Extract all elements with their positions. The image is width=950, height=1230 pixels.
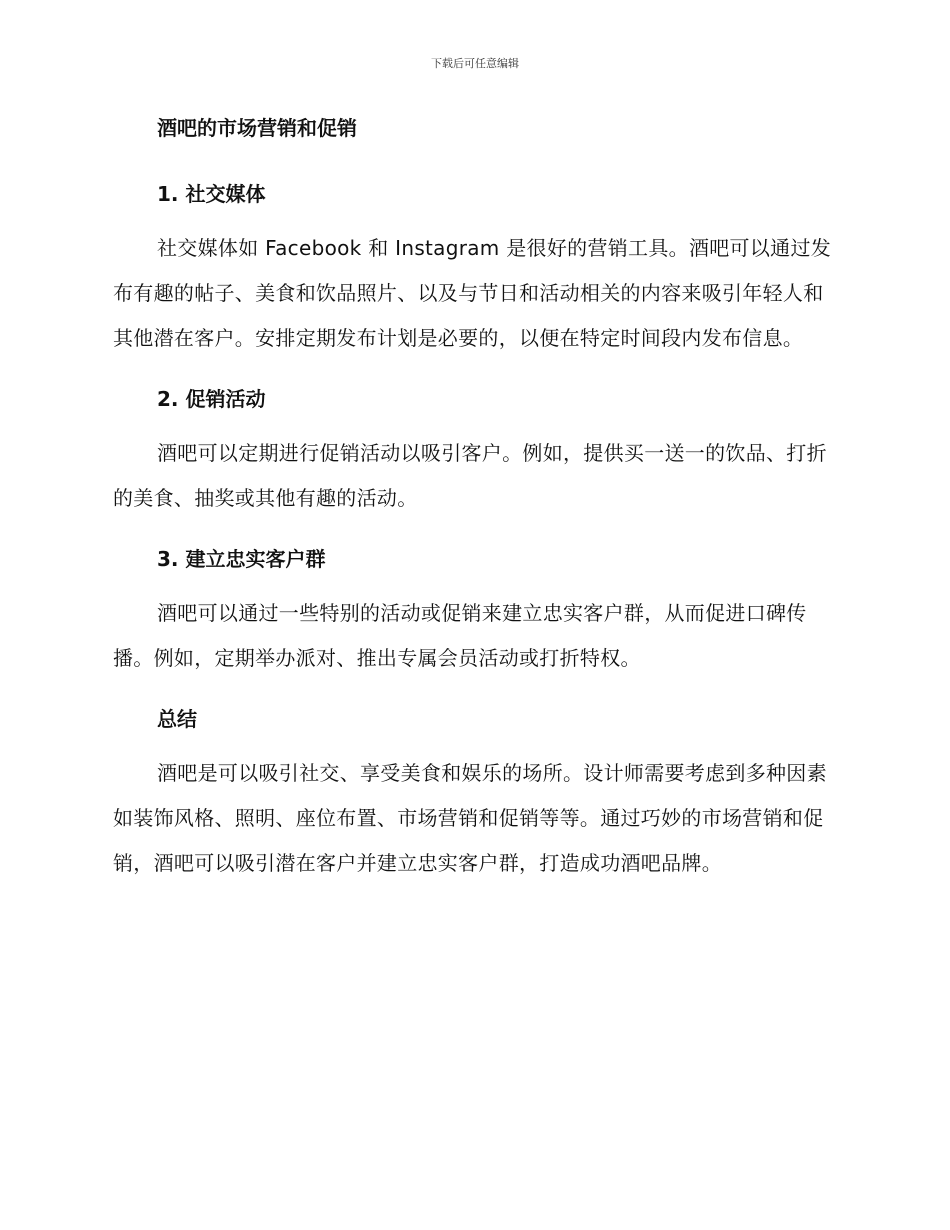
- section-paragraph-social-media: 社交媒体如 Facebook 和 Instagram 是很好的营销工具。酒吧可以通过发布有趣的帖子、美食和饮品照片、以及与节日和活动相关的内容来吸引年轻人和其他潜在客户。安排定期发布计划是必要的，以便在特定时间段内发布信息。: [113, 236, 832, 350]
- page-header-note: 下载后可任意编辑: [431, 57, 519, 70]
- summary-paragraph: 酒吧是可以吸引社交、享受美食和娱乐的场所。设计师需要考虑到多种因素如装饰风格、照明、座位布置、市场营销和促销等等。通过巧妙的市场营销和促销，酒吧可以吸引潜在客户并建立忠实客户群，打造成功酒吧品牌。: [113, 761, 827, 875]
- document-body: [113, 112, 833, 886]
- section-heading-loyal-customers: 3. 建立忠实客户群: [157, 547, 326, 571]
- section-paragraph-promotions: 酒吧可以定期进行促销活动以吸引客户。例如，提供买一送一的饮品、打折的美食、抽奖或其他有趣的活动。: [113, 441, 827, 510]
- section-heading-social-media: 1. 社交媒体: [157, 182, 266, 206]
- summary-heading: 总结: [157, 707, 197, 731]
- section-heading-promotions: 2. 促销活动: [157, 387, 266, 411]
- section-paragraph-loyal-customers: 酒吧可以通过一些特别的活动或促销来建立忠实客户群，从而促进口碑传播。例如，定期举办派对、推出专属会员活动或打折特权。: [113, 601, 807, 670]
- document-title: 酒吧的市场营销和促销: [157, 116, 357, 140]
